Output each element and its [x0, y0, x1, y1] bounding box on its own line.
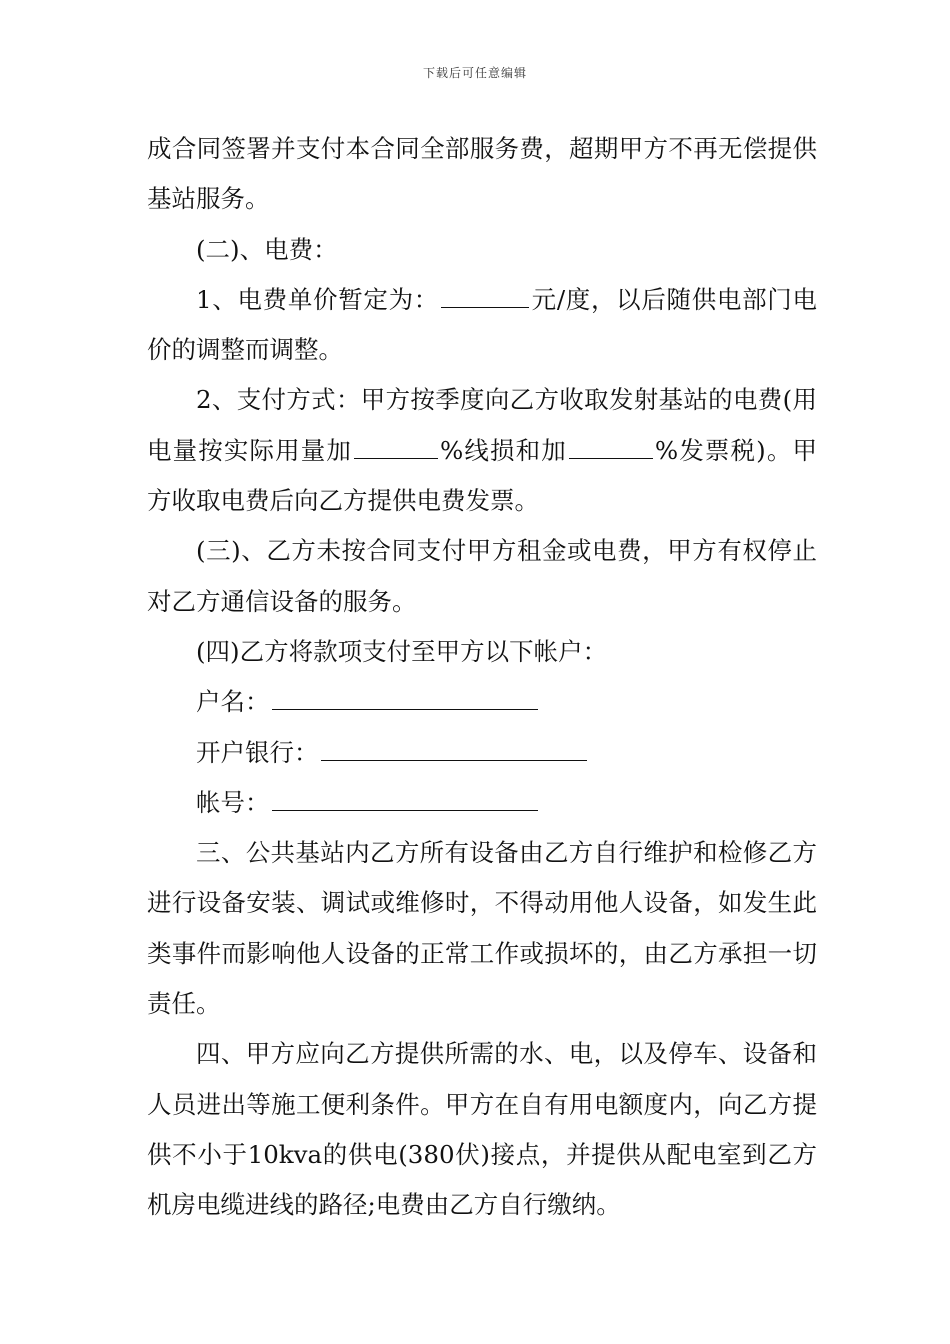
account-number-label: 帐号：	[196, 787, 270, 817]
account-name-blank	[272, 708, 538, 710]
document-body	[147, 124, 817, 1231]
paragraph-facilities: 四、甲方应向乙方提供所需的水、电，以及停车、设备和人员进出等施工便利条件。甲方在自有用电额度内，向乙方提供不小于10kva的供电(380伏)接点，并提供从配电室到乙方机房电缆进线的路径;电费由乙方自行缴纳。	[147, 1039, 817, 1220]
account-name-label: 户名：	[196, 687, 270, 717]
page-header: 下载后可任意编辑	[422, 66, 527, 80]
payment-text-3: %发票税)。甲方收取电费后向乙方提供电费发票。	[147, 435, 817, 516]
paragraph-electricity-heading: (二)、电费：	[196, 234, 338, 264]
price-label: 1、电费单价暂定为：	[196, 284, 439, 314]
paragraph-breach: (三)、乙方未按合同支付甲方租金或电费，甲方有权停止对乙方通信设备的服务。	[147, 536, 817, 616]
price-rest: 元/度，以后随供电部门电价的调整而调整。	[147, 284, 817, 365]
field-account-name	[147, 677, 817, 727]
payment-text-1: 2、支付方式：甲方按季度向乙方收取发射基站的电费(用电量按实际用量加	[147, 385, 817, 465]
paragraph-service-fee: 成合同签署并支付本合同全部服务费，超期甲方不再无偿提供基站服务。	[147, 134, 817, 214]
bank-blank	[321, 759, 587, 761]
payment-text-2: %线损和加	[440, 435, 567, 465]
paragraph-account-intro: (四)乙方将款项支付至甲方以下帐户：	[196, 636, 608, 666]
paragraph-electricity-price	[147, 275, 817, 376]
line-loss-blank	[354, 457, 438, 459]
account-number-blank	[272, 809, 538, 811]
paragraph-payment-method	[147, 375, 817, 526]
field-bank	[147, 728, 817, 778]
price-blank	[441, 306, 529, 308]
paragraph-maintenance: 三、公共基站内乙方所有设备由乙方自行维护和检修乙方进行设备安装、调试或维修时，不得动用他人设备，如发生此类事件而影响他人设备的正常工作或损坏的，由乙方承担一切责任。	[147, 838, 817, 1019]
invoice-tax-blank	[569, 457, 653, 459]
field-account-number	[147, 778, 817, 828]
bank-label: 开户银行：	[196, 737, 319, 767]
